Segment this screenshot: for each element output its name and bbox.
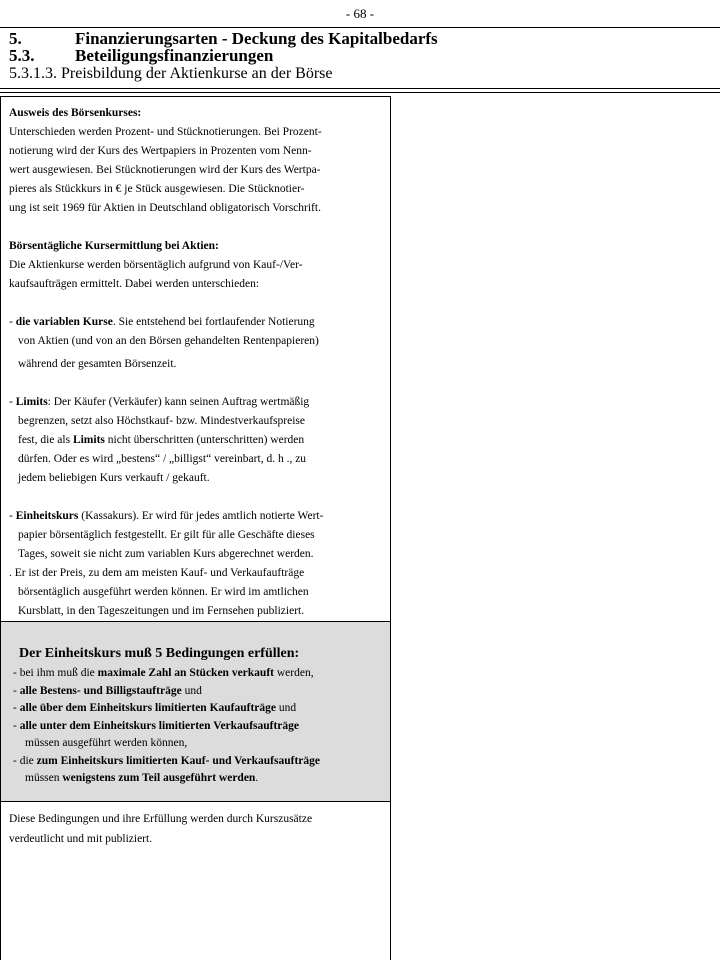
section-heading (9, 47, 273, 65)
text-line: verdeutlicht und mit publiziert. (9, 833, 153, 845)
chapter-number: 5. (9, 29, 22, 48)
text-line: Diese Bedingungen und ihre Erfüllung werden durch Kurszusätze (9, 813, 313, 825)
section-heading-kursermittlung: Börsentägliche Kursermittlung bei Aktien: (9, 240, 219, 252)
main-text (9, 104, 381, 621)
subsection-heading: 5.3.1.3. Preisbildung der Aktienkurse an der Börse (9, 65, 333, 82)
text-line: Kursblatt, in den Tageszeitungen und im Fernsehen publiziert. (18, 605, 305, 617)
text-line: ung ist seit 1969 für Aktien in Deutschland obligatorisch Vorschrift. (9, 202, 321, 214)
text-line: . Er ist der Preis, zu dem am meisten Kauf- und Verkaufaufträge (9, 567, 305, 579)
conditions-box (1, 621, 390, 802)
section-number: 5.3. (9, 46, 35, 65)
condition-item: - bei ihm muß die maximale Zahl an Stücken verkauft werden, (13, 667, 314, 679)
chapter-title: Finanzierungsarten - Deckung des Kapitalbedarfs (75, 29, 438, 48)
main-column (0, 96, 391, 960)
header-divider (0, 92, 720, 93)
text-line: wert ausgewiesen. Bei Stücknotierungen wird der Kurs des Wertpa- (9, 164, 321, 176)
text-line: papier börsentäglich festgestellt. Er gilt für alle Geschäfte dieses (18, 529, 315, 541)
closing-text (9, 809, 381, 849)
list-item-variable-kurse: - die variablen Kurse. Sie entstehend bei fortlaufender Notierung (9, 316, 315, 328)
chapter-header (0, 27, 720, 89)
text-line: pieres als Stückkurs in € je Stück ausgewiesen. Die Stücknotier- (9, 183, 305, 195)
section-title: Beteiligungsfinanzierungen (75, 46, 274, 65)
condition-continuation: müssen wenigstens zum Teil ausgeführt werden. (25, 772, 259, 784)
condition-item: - alle unter dem Einheitskurs limitierten Verkaufsaufträge (13, 719, 300, 732)
condition-continuation: müssen ausgeführt werden können, (25, 737, 188, 749)
condition-item: - alle Bestens- und Billigstaufträge und (13, 684, 202, 697)
condition-item: - alle über dem Einheitskurs limitierten Kaufaufträge und (13, 702, 297, 714)
text-line: börsentäglich ausgeführt werden können. Er wird im amtlichen (18, 586, 309, 598)
text-line: jedem beliebigen Kurs verkauft / gekauft. (18, 472, 210, 484)
text-line: dürfen. Oder es wird „bestens“ / „billigst“ vereinbart, d. h ., zu (18, 453, 307, 465)
condition-item: - die zum Einheitskurs limitierten Kauf- und Verkaufsaufträge (13, 754, 321, 767)
text-line: fest, die als Limits nicht überschritten (unterschritten) werden (18, 434, 305, 446)
text-line: Unterschieden werden Prozent- und Stücknotierungen. Bei Prozent- (9, 126, 322, 138)
text-line: kaufsaufträgen ermittelt. Dabei werden unterschieden: (9, 278, 260, 290)
text-line: notierung wird der Kurs des Wertpapiers in Prozenten vom Nenn- (9, 145, 312, 157)
text-line: Die Aktienkurse werden börsentäglich aufgrund von Kauf-/Ver- (9, 259, 303, 271)
section-heading-kursausweis: Ausweis des Börsenkurses: (9, 107, 142, 119)
text-line: während der gesamten Börsenzeit. (18, 358, 177, 370)
text-line: begrenzen, setzt also Höchstkauf- bzw. Mindestverkaufspreise (18, 415, 305, 427)
text-line: von Aktien (und von an den Börsen gehandelten Rentenpapieren) (18, 335, 319, 347)
conditions-list (13, 665, 385, 788)
page-number: - 68 - (345, 6, 375, 21)
list-item-einheitskurs: - Einheitskurs (Kassakurs). Er wird für jedes amtlich notierte Wert- (9, 510, 324, 522)
text-line: Tages, soweit sie nicht zum variablen Kurs abgerechnet werden. (18, 548, 314, 560)
conditions-box-title: Der Einheitskurs muß 5 Bedingungen erfüllen: (19, 646, 300, 661)
list-item-limits: - Limits: Der Käufer (Verkäufer) kann seinen Auftrag wertmäßig (9, 396, 310, 408)
